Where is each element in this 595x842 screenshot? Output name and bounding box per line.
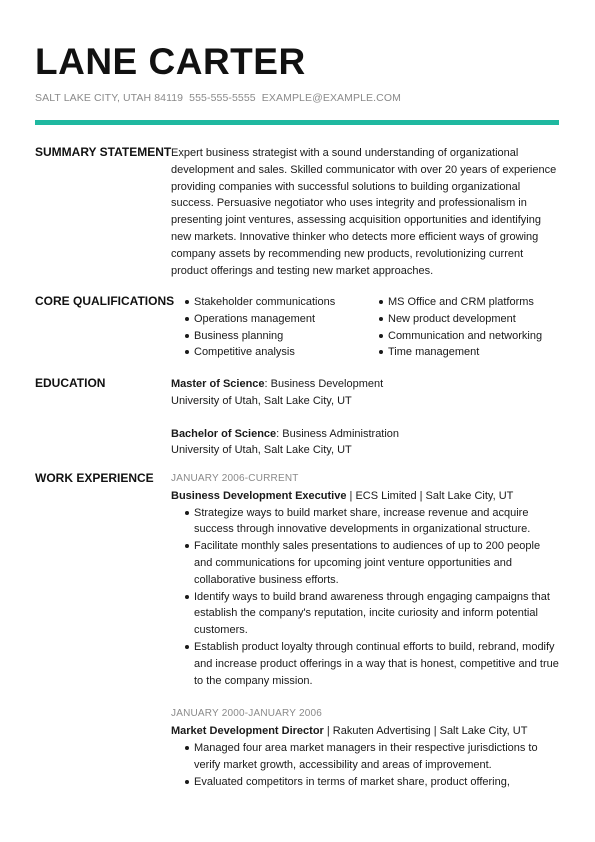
qualifications-column-2 xyxy=(365,294,542,361)
list-item: Identify ways to build brand awareness through engaging campaigns that establish the company's reputation, incite curiosity and inform potential customers. xyxy=(171,589,559,639)
section-title-experience: WORK EXPERIENCE xyxy=(35,471,154,485)
section-title-summary: SUMMARY STATEMENT xyxy=(35,145,172,159)
contact-email: EXAMPLE@EXAMPLE.COM xyxy=(261,92,401,104)
job-bullets xyxy=(171,505,559,690)
list-item: Facilitate monthly sales presentations to audiences of up to 200 people and communications for upcoming joint venture opportunities and collaborative business efforts. xyxy=(171,538,559,588)
list-item: MS Office and CRM platforms xyxy=(365,294,542,311)
section-title-education: EDUCATION xyxy=(35,376,106,390)
job-dates: JANUARY 2006-CURRENT xyxy=(171,473,299,484)
education-entry xyxy=(171,376,559,410)
job-dates: JANUARY 2000-JANUARY 2006 xyxy=(171,708,323,720)
degree-field: : Business Administration xyxy=(276,427,400,440)
section-title-qualifications: CORE QUALIFICATIONS xyxy=(35,294,175,308)
degree-name: Bachelor of Science xyxy=(171,427,277,440)
job-entry xyxy=(171,706,559,790)
job-entry xyxy=(171,471,559,689)
candidate-name: LANE CARTER xyxy=(35,41,306,82)
contact-line xyxy=(35,92,404,104)
job-bullets xyxy=(171,740,559,790)
job-details: | ECS Limited | Salt Lake City, UT xyxy=(346,489,514,502)
degree-field: : Business Development xyxy=(264,378,384,390)
summary-text: Expert business strategist with a sound understanding of organizational development and sales. Skilled communicator with over 20 years of experience providing companies with successful solutions to building organizational success. Persuasive negotiator who uses integrity and professionalism in presenting joint ventures, assessing acquisition opportunities and identifying new markets. Innovative thinker who detects more efficient ways of growing company assets by recommending new products, revolutionizing current product offerings and testing new market approaches. xyxy=(171,147,557,277)
contact-phone: 555-555-5555 xyxy=(189,92,256,104)
list-item: Competitive analysis xyxy=(171,344,365,361)
list-item: Establish product loyalty through continual efforts to build, rebrand, modify and increase product offerings in a way that is honest, competitive and true to the company mission. xyxy=(171,639,559,689)
list-item: Operations management xyxy=(171,311,365,328)
list-item: Time management xyxy=(365,344,542,361)
job-title: Market Development Director xyxy=(171,725,324,738)
list-item: Stakeholder communications xyxy=(171,294,365,311)
education-entry xyxy=(171,426,559,460)
list-item: Evaluated competitors in terms of market share, product offering, xyxy=(171,774,559,791)
list-item: Communication and networking xyxy=(365,328,542,345)
degree-name: Master of Science xyxy=(171,378,265,390)
school-name: University of Utah, Salt Lake City, UT xyxy=(171,394,352,407)
school-name: University of Utah, Salt Lake City, UT xyxy=(171,444,352,457)
job-details: | Rakuten Advertising | Salt Lake City, UT xyxy=(323,725,528,738)
list-item: Strategize ways to build market share, increase revenue and acquire success through innovative developments in organizational structure. xyxy=(171,505,559,539)
contact-location: SALT LAKE CITY, UTAH 84119 xyxy=(35,92,184,104)
job-title: Business Development Executive xyxy=(171,489,347,502)
list-item: Business planning xyxy=(171,328,365,345)
qualifications-column-1 xyxy=(171,294,365,361)
list-item: New product development xyxy=(365,311,542,328)
list-item: Managed four area market managers in their respective jurisdictions to verify market growth, accessibility and areas of improvement. xyxy=(171,740,559,774)
accent-divider xyxy=(35,120,559,125)
